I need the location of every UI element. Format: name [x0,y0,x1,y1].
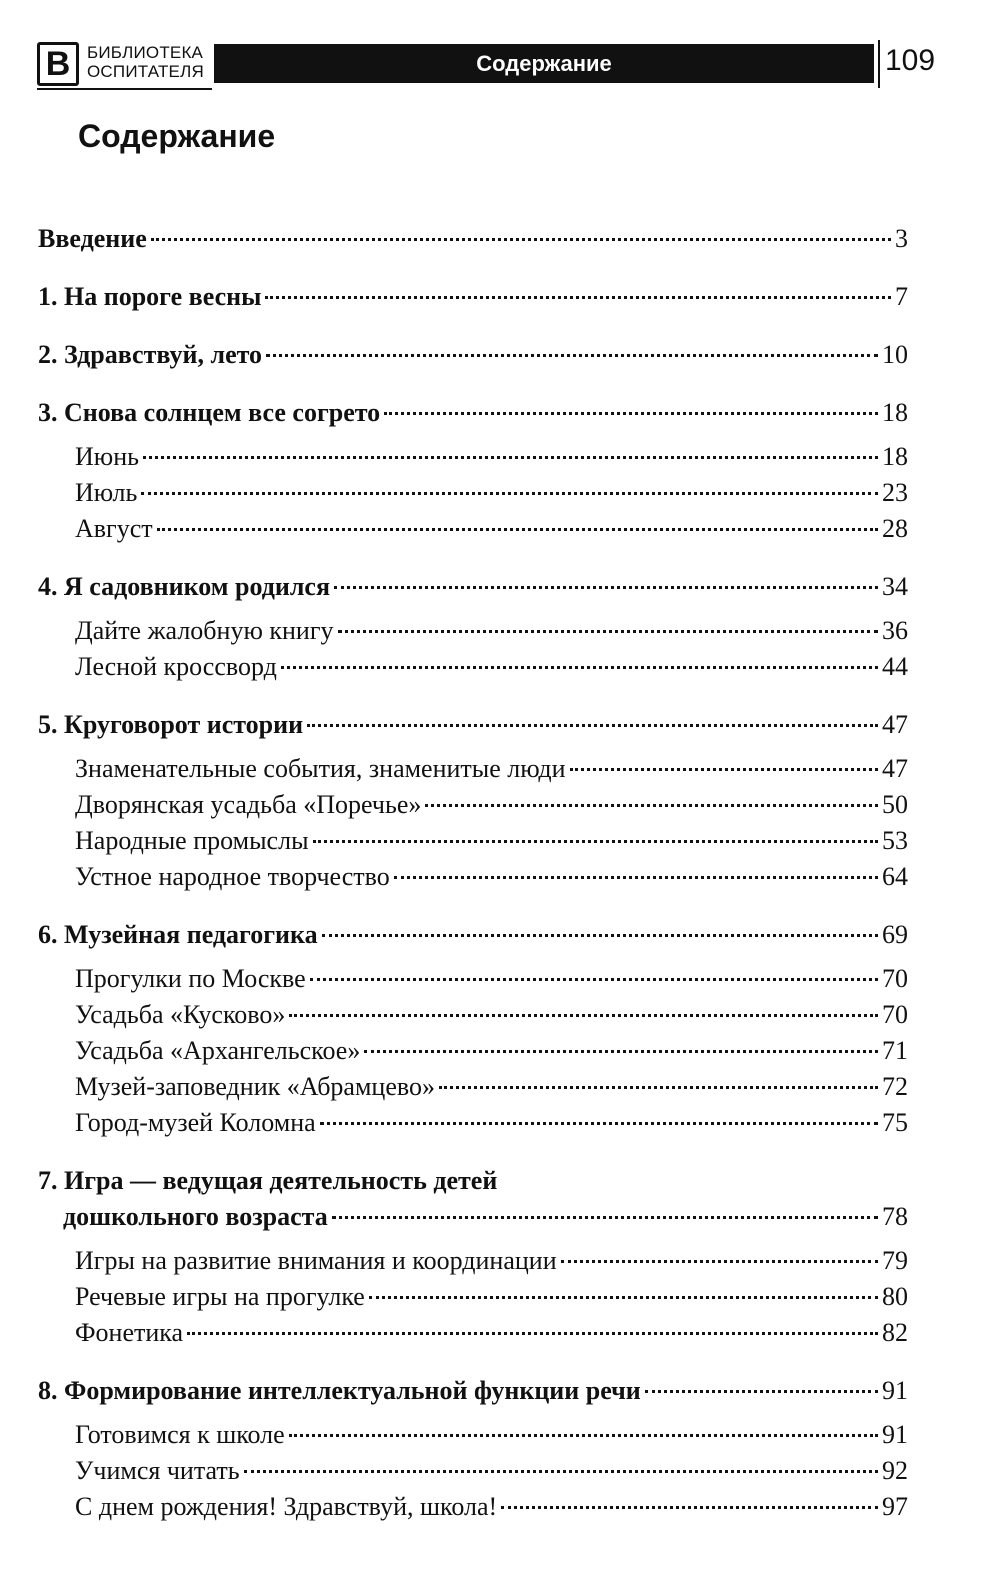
leader-dots [439,1086,878,1089]
leader-dots [289,1014,878,1017]
header-underline [37,88,212,90]
leader-dots [338,630,879,633]
toc-entry[interactable] [63,1200,908,1234]
toc-subentry[interactable] [75,440,908,474]
leader-dots [141,492,878,495]
toc-entry-page: 92 [882,1456,908,1485]
toc-entry-title: Музей-заповедник «Абрамцево» [75,1072,435,1101]
series-logo-line2: ОСПИТАТЕЛЯ [87,62,204,81]
toc-subentry[interactable] [75,860,908,894]
leader-dots [425,804,878,807]
toc-subentry[interactable] [75,1034,908,1068]
toc-subentry[interactable] [75,1070,908,1104]
toc-entry-title: Знаменательные события, знаменитые люди [75,754,566,783]
leader-dots [332,1216,878,1219]
leader-dots [561,1260,878,1263]
leader-dots [394,876,878,879]
toc-entry-title: Народные промыслы [75,826,309,855]
toc-entry-page: 36 [882,616,908,645]
leader-dots [187,1332,878,1335]
toc-subentry[interactable] [75,512,908,546]
series-logo-text [87,43,204,81]
toc-entry-page: 70 [882,964,908,993]
toc-entry-title: Город-музей Коломна [75,1108,316,1137]
toc-entry-page: 7 [895,282,908,311]
toc-entry-title: Дайте жалобную книгу [75,616,334,645]
leader-dots [320,1122,878,1125]
toc-entry[interactable] [38,338,908,372]
toc-subentry[interactable] [75,614,908,648]
toc-entry-page: 47 [882,754,908,783]
toc-entry-title: 5. Круговорот истории [38,710,304,739]
toc-entry-page: 10 [882,340,908,369]
toc-entry-title: Устное народное творчество [75,862,390,891]
toc-entry-page: 23 [882,478,908,507]
toc-entry-title: С днем рождения! Здравствуй, школа! [75,1492,498,1521]
toc-entry-title: Прогулки по Москве [75,964,306,993]
header-divider [878,40,880,88]
leader-dots [281,666,878,669]
toc-entry-page: 69 [882,920,908,949]
toc-entry-title: Июль [75,478,138,507]
toc-entry-page: 91 [882,1420,908,1449]
leader-dots [364,1050,878,1053]
leader-dots [322,934,878,937]
leader-dots [143,456,878,459]
leader-dots [570,768,878,771]
toc-entry-title-line1[interactable]: 7. Игра — ведущая деятельность детей [38,1166,498,1195]
toc-entry-page: 78 [882,1202,908,1231]
toc-entry-page: 53 [882,826,908,855]
toc-entry[interactable] [38,222,908,256]
leader-dots [645,1390,878,1393]
leader-dots [369,1296,878,1299]
toc-entry-title: 3. Снова солнцем все согрето [38,398,381,427]
toc-entry-title: Июнь [75,442,139,471]
toc-entry-title: Учимся читать [75,1456,240,1485]
toc-entry-title: Игры на развитие внимания и координации [75,1246,557,1275]
toc-entry-page: 28 [882,514,908,543]
toc-entry-title: Август [75,514,153,543]
header-section-title: Содержание [476,50,612,76]
toc-entry-page: 34 [882,572,908,601]
running-header [37,40,936,92]
toc-entry[interactable] [38,570,908,604]
toc-entry-page: 75 [882,1108,908,1137]
toc-entry[interactable] [38,280,908,314]
leader-dots [265,296,891,299]
toc-entry-title: Речевые игры на прогулке [75,1282,365,1311]
series-logo-mark: В [37,42,79,86]
toc-entry-title: Дворянская усадьба «Поречье» [75,790,422,819]
toc-entry-title: 8. Формирование интеллектуальной функции речи [38,1376,641,1405]
toc-entry[interactable] [38,918,908,952]
toc-entry-page: 72 [882,1072,908,1101]
leader-dots [244,1470,878,1473]
toc-entry-title: 2. Здравствуй, лето [38,340,263,369]
toc-subentry[interactable] [75,1454,908,1488]
toc-entry-title: Лесной кроссворд [75,652,277,681]
page-title: Содержание [78,118,276,154]
toc-subentry[interactable] [75,752,908,786]
toc-entry-page: 50 [882,790,908,819]
toc-subentry[interactable] [75,1418,908,1452]
toc-entry-page: 91 [882,1376,908,1405]
leader-dots [151,238,891,241]
toc-entry-title: Усадьба «Кусково» [75,1000,286,1029]
toc-entry-page: 97 [882,1492,908,1521]
page-number: 109 [885,44,936,77]
toc-entry-page: 64 [882,862,908,891]
toc-entry-page: 80 [882,1282,908,1311]
toc-entry-title: Усадьба «Архангельское» [75,1036,361,1065]
toc-subentry[interactable] [75,1106,908,1140]
leader-dots [501,1506,878,1509]
leader-dots [157,528,878,531]
toc-entry-page: 47 [882,710,908,739]
toc-entry-title: 4. Я садовником родился [38,572,331,601]
toc-entry-title: Готовимся к школе [75,1420,285,1449]
leader-dots [384,412,878,415]
toc-entry-page: 18 [882,442,908,471]
header-section-bar [214,44,874,83]
toc-entry-page: 79 [882,1246,908,1275]
toc-entry-title: Фонетика [75,1318,184,1347]
toc-entry[interactable] [38,708,908,742]
series-logo-line1: БИБЛИОТЕКА [87,43,204,62]
toc-entry[interactable] [38,396,908,430]
toc-subentry[interactable] [75,824,908,858]
leader-dots [266,354,878,357]
toc-entry-page: 44 [882,652,908,681]
toc-entry-page: 71 [882,1036,908,1065]
leader-dots [310,978,878,981]
toc-subentry[interactable] [75,1316,908,1350]
leader-dots [313,840,878,843]
leader-dots [289,1434,878,1437]
leader-dots [334,586,878,589]
toc-entry-title-line2: дошкольного возраста [63,1202,328,1231]
toc-subentry[interactable] [75,998,908,1032]
toc-subentry[interactable] [75,1280,908,1314]
toc-subentry[interactable] [75,788,908,822]
toc-subentry[interactable] [75,1244,908,1278]
toc-entry[interactable] [38,1374,908,1408]
toc-entry-title: 1. На пороге весны [38,282,262,311]
toc-subentry[interactable] [75,650,908,684]
toc-subentry[interactable] [75,476,908,510]
toc-subentry[interactable] [75,962,908,996]
toc-entry-page: 70 [882,1000,908,1029]
toc-entry-page: 82 [882,1318,908,1347]
toc-subentry[interactable] [75,1490,908,1524]
toc-entry-title: 6. Музейная педагогика [38,920,318,949]
leader-dots [307,724,878,727]
toc-entry-page: 3 [895,224,908,253]
toc-entry-title: Введение [38,224,147,253]
toc-entry-page: 18 [882,398,908,427]
